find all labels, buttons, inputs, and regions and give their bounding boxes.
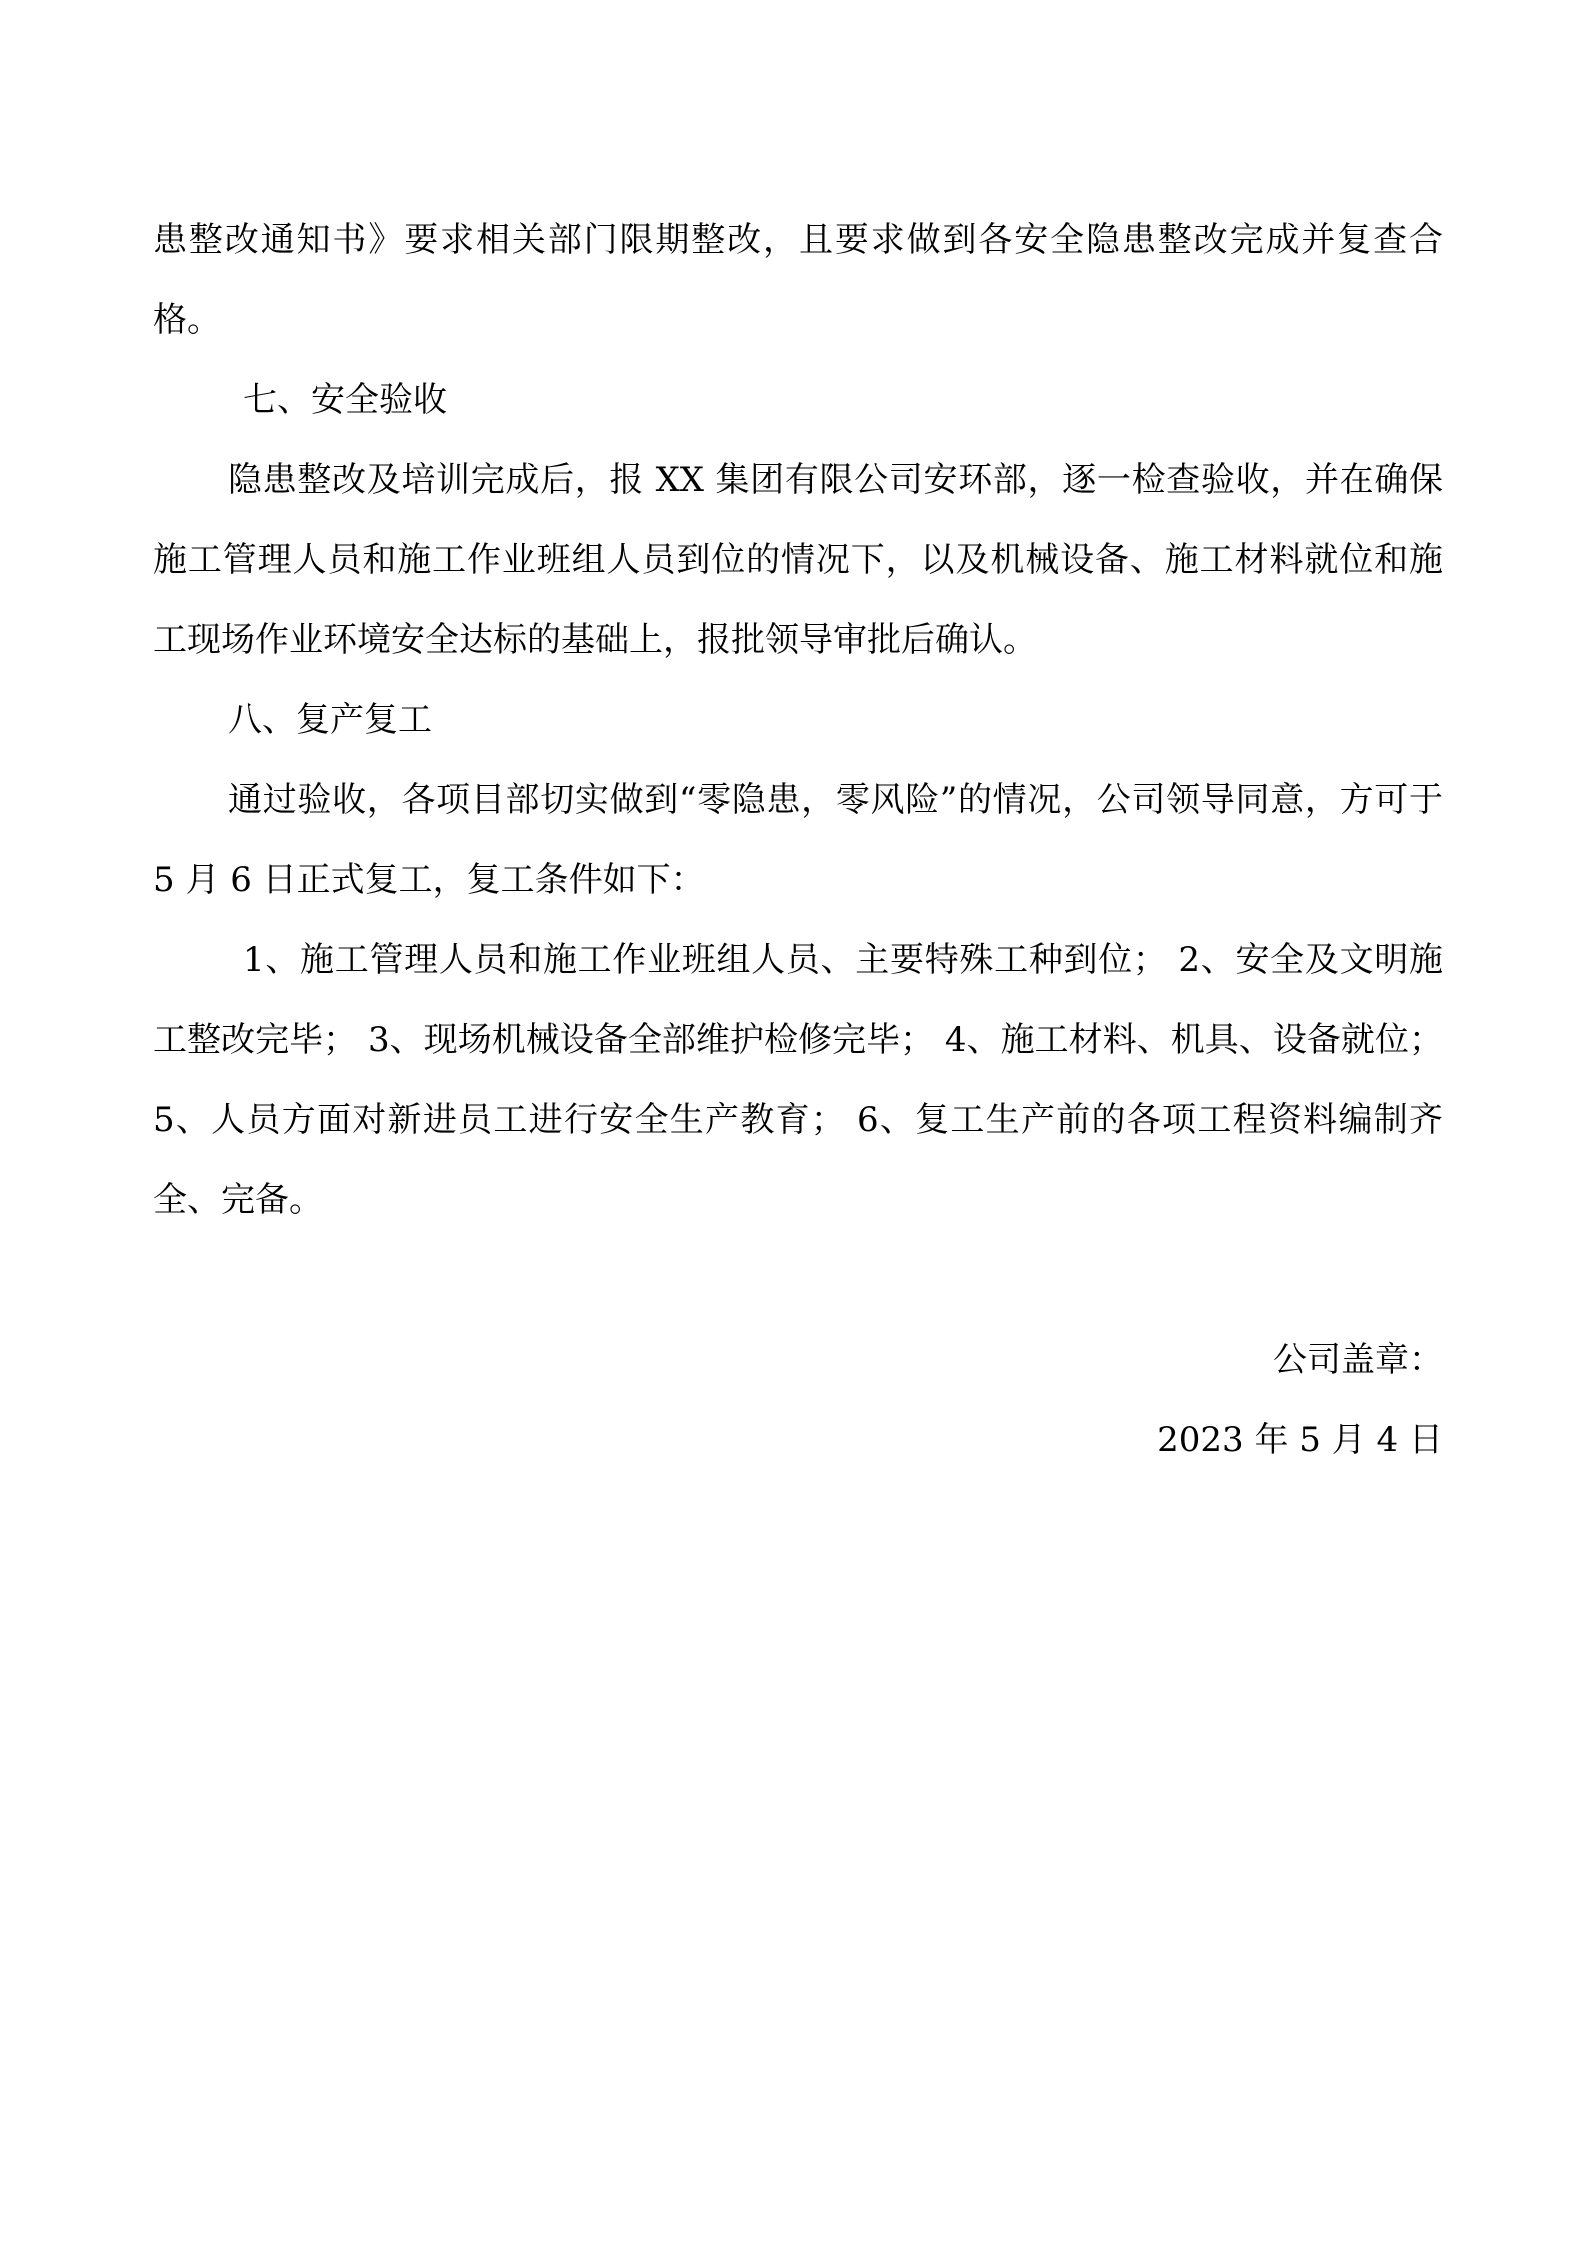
resume-conditions-paragraph: 1、施工管理人员和施工作业班组人员、主要特殊工种到位； 2、安全及文明施工整改完毕； 3、现场机械设备全部维护检修完毕； 4、施工材料、机具、设备就位； 5、人员方面对新进员工进行安全生产教育； 6、复工生产前的各项工程资料编制齐全、完备。 [153, 940, 1443, 1220]
continuation-paragraph: 患整改通知书》要求相关部门限期整改，且要求做到各安全隐患整改完成并复查合格。 [153, 220, 1443, 340]
safety-acceptance-paragraph: 隐患整改及培训完成后，报 XX 集团有限公司安环部，逐一检查验收，并在确保施工管理人员和施工作业班组人员到位的情况下，以及机械设备、施工材料就位和施工现场作业环境安全达标的基础上，报批领导审批后确认。 [153, 460, 1443, 660]
resume-work-paragraph: 通过验收，各项目部切实做到“零隐患，零风险”的情况，公司领导同意，方可于 5 月 6 日正式复工，复工条件如下： [153, 780, 1443, 900]
company-seal-label: 公司盖章： [1273, 1340, 1443, 1380]
document-date: 2023 年 5 月 4 日 [1157, 1420, 1443, 1460]
signature-spacer [153, 1240, 1443, 1320]
section-heading-safety-acceptance: 七、安全验收 [243, 380, 447, 420]
section-heading-resume-work: 八、复产复工 [228, 700, 432, 740]
document-page [153, 200, 1443, 1480]
